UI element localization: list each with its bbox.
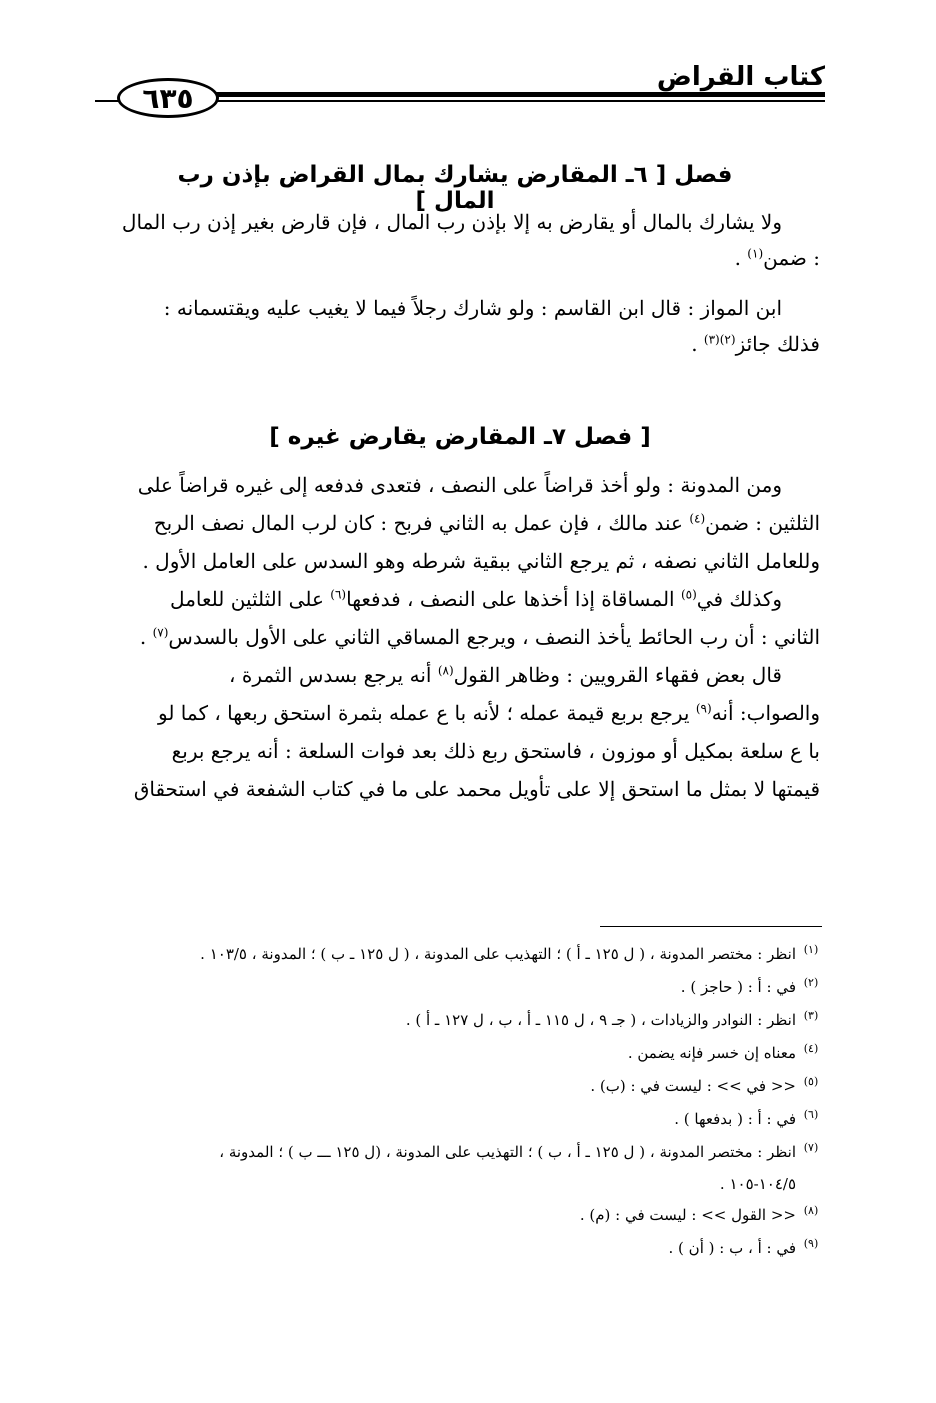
footnote-number: (٩)	[803, 1237, 819, 1250]
text-span: يرجع بربع قيمة عمله ؛ لأنه با ع عمله بثمرة استحق ربعها ، كما لو	[158, 701, 696, 725]
text-span: الثلثين : ضمن	[705, 511, 820, 535]
footnote-number: (٤)	[803, 1042, 819, 1055]
section-7-heading: [ فصل ٧ـ المقارض يقارض غيره ]	[269, 424, 651, 450]
text-span: فذلك جائز	[735, 332, 820, 356]
footnote	[106, 938, 826, 971]
footnote-text: انظر : النوادر والزيادات ، ( جـ ٩ ، ل ١١٥ ـ أ ، ب ، ل ١٢٧ ـ أ ) .	[405, 1011, 796, 1029]
footnote-ref: (٤)	[689, 511, 706, 526]
text-span: على الثلثين للعامل	[170, 587, 331, 611]
footnote-text: في : أ ، ب : ( أن ) .	[668, 1239, 796, 1257]
footnote-text: في : أ : ( بدفعها ) .	[674, 1110, 796, 1128]
footnote-text: انظر : مختصر المدونة ، ( ل ١٢٥ ـ أ ، ب ) ؛ التهذيب على المدونة ، (ل ١٢٥ ـــ ب ) ؛ المدونة ،	[219, 1143, 796, 1161]
footnote-number: (١)	[803, 943, 819, 956]
text-line: قيمتها لا بمثل ما استحق إلا على تأويل محمد على ما في كتاب الشفعة في استحقاق	[133, 777, 820, 801]
text-span: .	[139, 625, 153, 649]
text-line	[98, 618, 820, 656]
footnote	[106, 1004, 826, 1037]
footnote-ref: (٥)	[680, 587, 697, 602]
footnote-text: انظر : مختصر المدونة ، ( ل ١٢٥ ـ أ ) ؛ التهذيب على المدونة ، ( ل ١٢٥ ـ ب ) ؛ المدونة ، ١٠٣/٥ .	[200, 945, 796, 963]
text-line: ومن المدونة : ولو أخذ قراضاً على النصف ، فتعدى فدفعه إلى غيره قراضاً على	[137, 473, 782, 497]
page-header	[95, 60, 825, 120]
text-span: المساقاة إذا أخذها على النصف ، فدفعها	[346, 587, 681, 611]
text-span: .	[734, 246, 748, 270]
footnote-ref: (١)	[747, 246, 764, 261]
text-line	[98, 580, 820, 618]
text-span: .	[691, 332, 704, 356]
footnote-continuation: ١٠٤/٥-١٠٥ .	[719, 1175, 796, 1193]
text-span: وكذلك في	[696, 587, 782, 611]
footnote-text: << في >> : ليست في : (ب) .	[590, 1077, 796, 1095]
section-6-heading: فصل [ ٦ـ المقارض يشارك بمال القراض بإذن رب المال ]	[177, 162, 733, 214]
footnote-text: معناه إن خسر فإنه يضمن .	[627, 1044, 796, 1062]
footnote	[106, 1037, 826, 1070]
text-span: والصواب: أنه	[711, 701, 820, 725]
footnote	[106, 1070, 826, 1103]
footnote-ref: (٨)	[437, 663, 454, 678]
footnote-number: (٥)	[803, 1075, 819, 1088]
section-7-body	[98, 466, 820, 808]
text-line	[98, 694, 820, 732]
text-line: ابن المواز : قال ابن القاسم : ولو شارك رجلاً فيما لا يغيب عليه ويقتسمانه :	[163, 296, 782, 320]
text-line	[98, 504, 820, 542]
text-span: عند مالك ، فإن عمل به الثاني فربح : كان لرب المال نصف الربح	[153, 511, 690, 535]
footnote	[106, 1103, 826, 1136]
text-line: وللعامل الثاني نصفه ، ثم يرجع الثاني ببقية شرطه وهو السدس على العامل الأول .	[142, 549, 820, 573]
footnote-number: (٨)	[803, 1204, 819, 1217]
footnote-ref: (٦)	[330, 587, 347, 602]
text-span: قال بعض فقهاء القرويين : وظاهر القول	[453, 663, 782, 687]
page-number: ٦٣٥	[117, 78, 219, 118]
text-span: أنه يرجع بسدس الثمرة ،	[229, 663, 438, 687]
footnote-text: << القول >> : ليست في : (م) .	[579, 1206, 796, 1224]
footnote-text: في : أ : ( حاجز ) .	[680, 978, 796, 996]
footnote-number: (٦)	[803, 1108, 819, 1121]
footnote-ref: (٩)	[695, 701, 712, 716]
footnote-number: (٣)	[803, 1009, 819, 1022]
section-6-paragraph-2	[98, 290, 820, 362]
text-span: الثاني : أن رب الحائط يأخذ النصف ، ويرجع المساقي الثاني على الأول بالسدس	[168, 625, 820, 649]
footnote	[106, 1232, 826, 1265]
footnote-number: (٢)	[803, 976, 819, 989]
footnote	[106, 971, 826, 1004]
text-line	[98, 656, 820, 694]
footnote-number: (٧)	[803, 1141, 819, 1154]
text-line	[98, 326, 820, 362]
book-title: كتاب القراض	[656, 62, 825, 92]
text-line: ولا يشارك بالمال أو يقارض به إلا بإذن رب المال ، فإن قارض بغير إذن رب المال	[121, 210, 782, 234]
footnote-separator	[600, 926, 822, 927]
text-span: : ضمن	[763, 246, 820, 270]
section-6-paragraph-1	[98, 204, 820, 276]
footnotes	[106, 938, 826, 1265]
header-rule-thick	[205, 92, 825, 97]
footnote	[106, 1199, 826, 1232]
text-line: با ع سلعة بمكيل أو موزون ، فاستحق ربع ذلك بعد فوات السلعة : أنه يرجع بربع	[171, 739, 820, 763]
footnote	[106, 1136, 826, 1169]
footnote-ref: (٧)	[152, 625, 169, 640]
text-line	[98, 240, 820, 276]
footnote-ref: (٢)(٣)	[703, 332, 736, 347]
